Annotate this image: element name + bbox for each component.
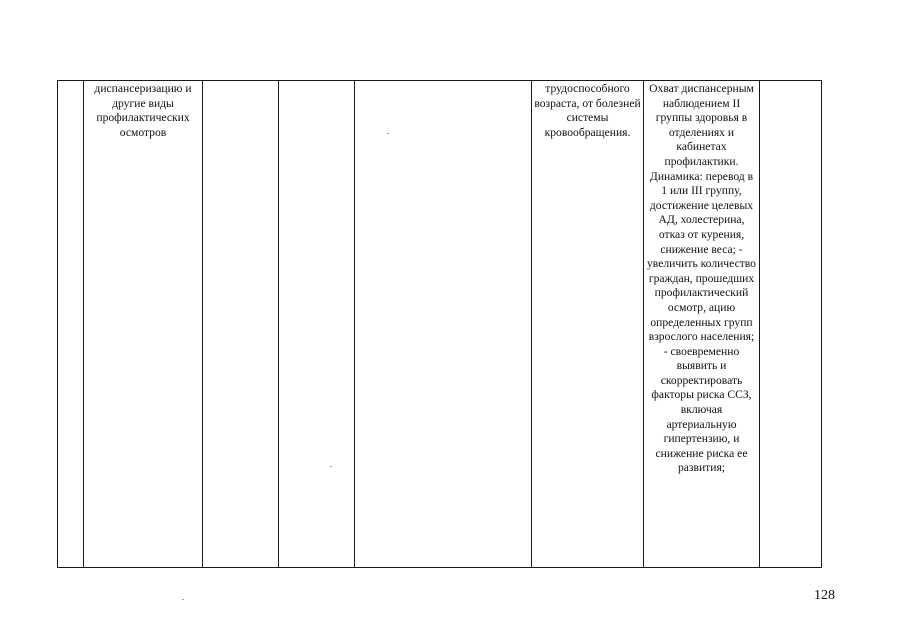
table-row — [58, 81, 822, 568]
scan-speck — [330, 466, 332, 467]
cell-8-text — [760, 81, 821, 82]
cell-6-text: трудоспособного возраста, от болезней системы кровообращения. — [534, 82, 641, 139]
cell-3-text — [203, 81, 278, 82]
table-cell-7 — [644, 81, 760, 568]
scan-speck — [182, 599, 184, 600]
scan-speck — [387, 133, 389, 134]
table-cell-4 — [279, 81, 355, 568]
table-cell-3 — [203, 81, 279, 568]
table-cell-5 — [355, 81, 532, 568]
cell-1-text — [58, 81, 83, 82]
cell-2-text: диспансеризацию и другие виды профилактических осмотров — [94, 82, 192, 139]
table-cell-8 — [760, 81, 822, 568]
cell-4-text — [279, 81, 354, 82]
table-cell-1 — [58, 81, 84, 568]
page-number: 128 — [814, 588, 835, 603]
cell-7-text: Охват диспансерным наблюдением II группы здоровья в отделениях и кабинетах профилактики. Динамика: перевод в 1 или III группу, достижение целевых АД, холестерина, отказ от курения, снижение веса; - увеличить количество граждан, прошедших профилактический осмотр, ацию определенных групп взрослого населения; - своевременно выявить и скорректировать факторы риска ССЗ, включая артериальную гипертензию, и снижение риска ее развития; — [647, 82, 756, 475]
table-cell-6 — [532, 81, 644, 568]
document-table — [57, 80, 822, 568]
cell-5-text — [355, 81, 531, 82]
table-cell-2 — [84, 81, 203, 568]
